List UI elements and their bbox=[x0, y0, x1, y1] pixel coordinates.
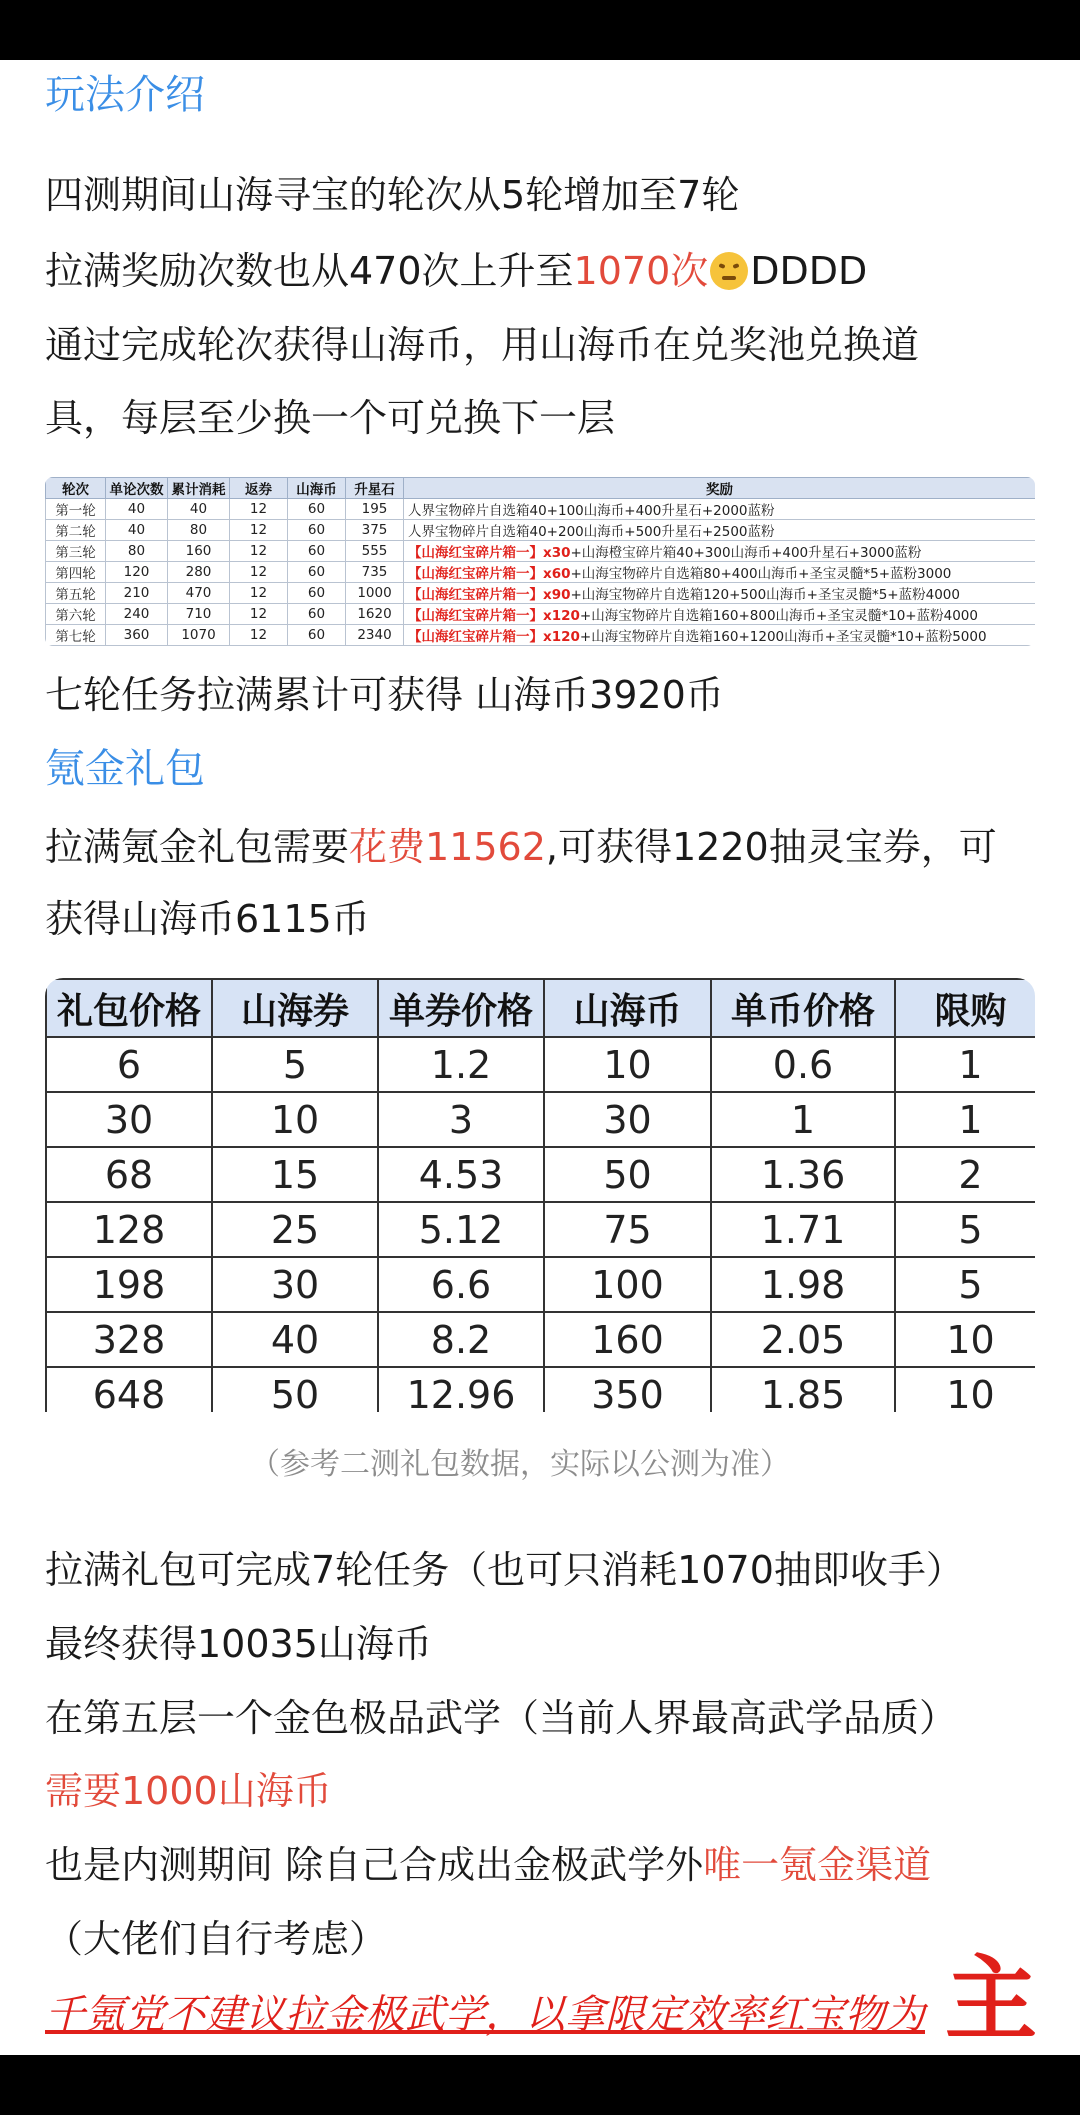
closing-line-3: 在第五层一个金色极品武学（当前人界最高武学品质） bbox=[45, 1696, 958, 1740]
table-row bbox=[46, 562, 1036, 583]
intro-line-1: 四测期间山海寻宝的轮次从5轮增加至7轮 bbox=[45, 173, 740, 217]
gift-line-1 bbox=[45, 822, 997, 872]
gift-table-cell: 1 bbox=[895, 1037, 1035, 1092]
reward-table-cell-count: 120 bbox=[106, 562, 168, 583]
reward-table-cell-coupon: 12 bbox=[230, 520, 288, 541]
section-heading-intro: 玩法介绍 bbox=[45, 72, 205, 118]
reward-table-cell-reward bbox=[404, 583, 1036, 604]
reward-highlight: 【山海红宝碎片箱一】x120 bbox=[408, 629, 580, 645]
gift-table-header-cell: 单券价格 bbox=[378, 979, 544, 1037]
reward-table-cell-coupon: 12 bbox=[230, 541, 288, 562]
reward-table-cell-coin: 60 bbox=[288, 625, 346, 646]
reward-table-cell-count: 210 bbox=[106, 583, 168, 604]
reward-table-cell-total: 470 bbox=[168, 583, 230, 604]
table-row bbox=[46, 541, 1036, 562]
gift-table-cell: 10 bbox=[544, 1037, 711, 1092]
reward-table-cell-coupon: 12 bbox=[230, 625, 288, 646]
gift-table-cell: 648 bbox=[46, 1367, 212, 1412]
reward-table-cell-reward bbox=[404, 562, 1036, 583]
gift-line-1-highlight: 花费11562 bbox=[349, 825, 546, 869]
reward-table-cell-coin: 60 bbox=[288, 562, 346, 583]
intro-line-2-text: 拉满奖励次数也从470次上升至 bbox=[45, 249, 574, 293]
table-row bbox=[46, 1037, 1035, 1092]
gift-table-cell: 10 bbox=[895, 1312, 1035, 1367]
intro-line-2-suffix: DDDD bbox=[750, 249, 868, 293]
reward-table-cell-total: 160 bbox=[168, 541, 230, 562]
gift-table-cell: 15 bbox=[212, 1147, 378, 1202]
intro-line-2-highlight: 1070次 bbox=[573, 249, 709, 293]
reward-table-cell-coupon: 12 bbox=[230, 562, 288, 583]
gift-table-cell: 1.36 bbox=[711, 1147, 895, 1202]
gift-table-cell: 25 bbox=[212, 1202, 378, 1257]
closing-line-7: 千氪党不建议拉金极武学，以拿限定效率红宝物为 bbox=[45, 1992, 925, 2038]
reward-table-cell-round: 第三轮 bbox=[46, 541, 106, 562]
gift-table-header-cell: 山海币 bbox=[544, 979, 711, 1037]
emphasis-character: 主 bbox=[945, 1946, 1038, 2053]
gift-table-cell: 30 bbox=[544, 1092, 711, 1147]
reward-text: +山海宝物碎片自选箱120+500山海币+圣宝灵髓*5+蓝粉4000 bbox=[570, 587, 960, 603]
gift-table-cell: 6 bbox=[46, 1037, 212, 1092]
status-bar bbox=[0, 0, 1080, 60]
reward-table-cell-total: 1070 bbox=[168, 625, 230, 646]
gift-table-cell: 1.98 bbox=[711, 1257, 895, 1312]
gift-table-cell: 30 bbox=[212, 1257, 378, 1312]
reward-table-cell-stone: 375 bbox=[346, 520, 404, 541]
gift-table-cell: 2 bbox=[895, 1147, 1035, 1202]
reward-highlight: 【山海红宝碎片箱一】x30 bbox=[408, 545, 571, 561]
closing-line-5 bbox=[45, 1840, 931, 1890]
gift-table-cell: 10 bbox=[895, 1367, 1035, 1412]
table-row bbox=[46, 604, 1036, 625]
reward-table-header-cell: 累计消耗 bbox=[168, 478, 230, 499]
reward-table-cell-total: 280 bbox=[168, 562, 230, 583]
closing-line-1: 拉满礼包可完成7轮任务（也可只消耗1070抽即收手） bbox=[45, 1548, 964, 1592]
reward-table-cell-round: 第五轮 bbox=[46, 583, 106, 604]
summary-line: 七轮任务拉满累计可获得 山海币3920币 bbox=[45, 673, 724, 717]
table-caption: （参考二测礼包数据，实际以公测为准） bbox=[250, 1447, 790, 1482]
gift-table-cell: 40 bbox=[212, 1312, 378, 1367]
reward-table-header-cell: 轮次 bbox=[46, 478, 106, 499]
reward-table-cell-reward bbox=[404, 541, 1036, 562]
gift-table-cell: 328 bbox=[46, 1312, 212, 1367]
table-row bbox=[46, 1257, 1035, 1312]
gift-table-cell: 5 bbox=[895, 1257, 1035, 1312]
angry-face-icon bbox=[710, 252, 748, 290]
reward-table-cell-coupon: 12 bbox=[230, 499, 288, 520]
table-row bbox=[46, 499, 1036, 520]
table-row bbox=[46, 1367, 1035, 1412]
gift-line-1-text: 拉满氪金礼包需要 bbox=[45, 825, 350, 869]
closing-line-5-highlight: 唯一氪金渠道 bbox=[703, 1843, 932, 1887]
gift-table-cell: 1.2 bbox=[378, 1037, 544, 1092]
gift-table-cell: 6.6 bbox=[378, 1257, 544, 1312]
gift-table-cell: 5 bbox=[895, 1202, 1035, 1257]
reward-table-cell-stone: 735 bbox=[346, 562, 404, 583]
closing-line-4: 需要1000山海币 bbox=[45, 1769, 332, 1813]
reward-table-cell-coin: 60 bbox=[288, 583, 346, 604]
gift-pack-table bbox=[45, 978, 1035, 1412]
reward-table-cell-total: 80 bbox=[168, 520, 230, 541]
gift-table-header-cell: 单币价格 bbox=[711, 979, 895, 1037]
gift-table-cell: 1.71 bbox=[711, 1202, 895, 1257]
intro-line-2 bbox=[45, 246, 867, 296]
table-row bbox=[46, 1312, 1035, 1367]
gift-table-cell: 8.2 bbox=[378, 1312, 544, 1367]
reward-table-header-cell: 奖励 bbox=[404, 478, 1036, 499]
table-row bbox=[46, 520, 1036, 541]
gift-line-1-suffix: ,可获得1220抽灵宝券，可 bbox=[545, 825, 997, 869]
reward-table-cell-reward bbox=[404, 604, 1036, 625]
gift-table-cell: 1 bbox=[711, 1092, 895, 1147]
reward-text: +山海橙宝碎片箱40+300山海币+400升星石+3000蓝粉 bbox=[570, 545, 922, 561]
table-row bbox=[46, 625, 1036, 646]
reward-table-cell-count: 40 bbox=[106, 520, 168, 541]
reward-table-cell-coupon: 12 bbox=[230, 583, 288, 604]
gift-table-cell: 160 bbox=[544, 1312, 711, 1367]
gift-table-cell: 128 bbox=[46, 1202, 212, 1257]
reward-table-cell-coin: 60 bbox=[288, 604, 346, 625]
intro-line-4: 具，每层至少换一个可兑换下一层 bbox=[45, 396, 616, 440]
reward-text: +山海宝物碎片自选箱160+1200山海币+圣宝灵髓*10+蓝粉5000 bbox=[579, 629, 987, 645]
reward-text: +山海宝物碎片自选箱160+800山海币+圣宝灵髓*10+蓝粉4000 bbox=[579, 608, 978, 624]
gift-line-2: 获得山海币6115币 bbox=[45, 897, 370, 941]
gift-table-cell: 100 bbox=[544, 1257, 711, 1312]
navigation-bar bbox=[0, 2055, 1080, 2115]
gift-table-cell: 1 bbox=[895, 1092, 1035, 1147]
gift-table-cell: 198 bbox=[46, 1257, 212, 1312]
reward-table-cell-round: 第七轮 bbox=[46, 625, 106, 646]
reward-table-header-cell: 山海币 bbox=[288, 478, 346, 499]
table-row bbox=[46, 1092, 1035, 1147]
intro-line-3: 通过完成轮次获得山海币，用山海币在兑奖池兑换道 bbox=[45, 323, 920, 367]
gift-table-cell: 3 bbox=[378, 1092, 544, 1147]
gift-table-cell: 5.12 bbox=[378, 1202, 544, 1257]
reward-table-cell-coin: 60 bbox=[288, 541, 346, 562]
reward-table-header-cell: 升星石 bbox=[346, 478, 404, 499]
gift-table-cell: 50 bbox=[544, 1147, 711, 1202]
reward-table-cell-coin: 60 bbox=[288, 499, 346, 520]
reward-table-cell-round: 第一轮 bbox=[46, 499, 106, 520]
reward-table-cell-reward bbox=[404, 520, 1036, 541]
gift-table-cell: 75 bbox=[544, 1202, 711, 1257]
reward-table-cell-coin: 60 bbox=[288, 520, 346, 541]
gift-table-cell: 10 bbox=[212, 1092, 378, 1147]
closing-line-5-text: 也是内测期间 除自己合成出金极武学外 bbox=[45, 1843, 704, 1887]
reward-table-cell-stone: 555 bbox=[346, 541, 404, 562]
gift-table-cell: 0.6 bbox=[711, 1037, 895, 1092]
table-row bbox=[46, 583, 1036, 604]
reward-table-cell-stone: 2340 bbox=[346, 625, 404, 646]
gift-table-cell: 68 bbox=[46, 1147, 212, 1202]
gift-pack-table-header bbox=[46, 979, 1035, 1037]
reward-text: +山海宝物碎片自选箱80+400山海币+圣宝灵髓*5+蓝粉3000 bbox=[570, 566, 952, 582]
reward-table-cell-round: 第四轮 bbox=[46, 562, 106, 583]
gift-table-cell: 1.85 bbox=[711, 1367, 895, 1412]
gift-table-header-cell: 礼包价格 bbox=[46, 979, 212, 1037]
reward-table-header-cell: 单论次数 bbox=[106, 478, 168, 499]
gift-table-cell: 4.53 bbox=[378, 1147, 544, 1202]
gift-table-cell: 350 bbox=[544, 1367, 711, 1412]
table-row bbox=[46, 1147, 1035, 1202]
gift-table-cell: 30 bbox=[46, 1092, 212, 1147]
reward-text: 人界宝物碎片自选箱40+200山海币+500升星石+2500蓝粉 bbox=[408, 524, 775, 540]
reward-highlight: 【山海红宝碎片箱一】x120 bbox=[408, 608, 580, 624]
reward-highlight: 【山海红宝碎片箱一】x90 bbox=[408, 587, 571, 603]
reward-table-cell-round: 第二轮 bbox=[46, 520, 106, 541]
gift-table-header-cell: 山海券 bbox=[212, 979, 378, 1037]
reward-table-cell-stone: 1000 bbox=[346, 583, 404, 604]
reward-table-cell-count: 80 bbox=[106, 541, 168, 562]
reward-table-cell-count: 240 bbox=[106, 604, 168, 625]
reward-table-cell-total: 40 bbox=[168, 499, 230, 520]
gift-table-cell: 50 bbox=[212, 1367, 378, 1412]
gift-table-header-cell: 限购 bbox=[895, 979, 1035, 1037]
reward-table-cell-total: 710 bbox=[168, 604, 230, 625]
closing-line-2: 最终获得10035山海币 bbox=[45, 1622, 432, 1666]
section-heading-gift: 氪金礼包 bbox=[45, 746, 205, 792]
reward-table-cell-reward bbox=[404, 625, 1036, 646]
gift-table-cell: 2.05 bbox=[711, 1312, 895, 1367]
reward-table-cell-count: 360 bbox=[106, 625, 168, 646]
reward-table-cell-round: 第六轮 bbox=[46, 604, 106, 625]
closing-line-6: （大佬们自行考虑） bbox=[45, 1917, 388, 1961]
table-row bbox=[46, 1202, 1035, 1257]
gift-table-cell: 5 bbox=[212, 1037, 378, 1092]
gift-table-cell: 12.96 bbox=[378, 1367, 544, 1412]
reward-table-cell-count: 40 bbox=[106, 499, 168, 520]
reward-table-cell-stone: 1620 bbox=[346, 604, 404, 625]
reward-table-cell-coupon: 12 bbox=[230, 604, 288, 625]
reward-text: 人界宝物碎片自选箱40+100山海币+400升星石+2000蓝粉 bbox=[408, 503, 775, 519]
round-reward-table bbox=[45, 477, 1035, 646]
reward-table-header-cell: 返券 bbox=[230, 478, 288, 499]
reward-table-cell-stone: 195 bbox=[346, 499, 404, 520]
reward-table-cell-reward bbox=[404, 499, 1036, 520]
round-reward-table-header bbox=[46, 478, 1036, 499]
reward-highlight: 【山海红宝碎片箱一】x60 bbox=[408, 566, 571, 582]
